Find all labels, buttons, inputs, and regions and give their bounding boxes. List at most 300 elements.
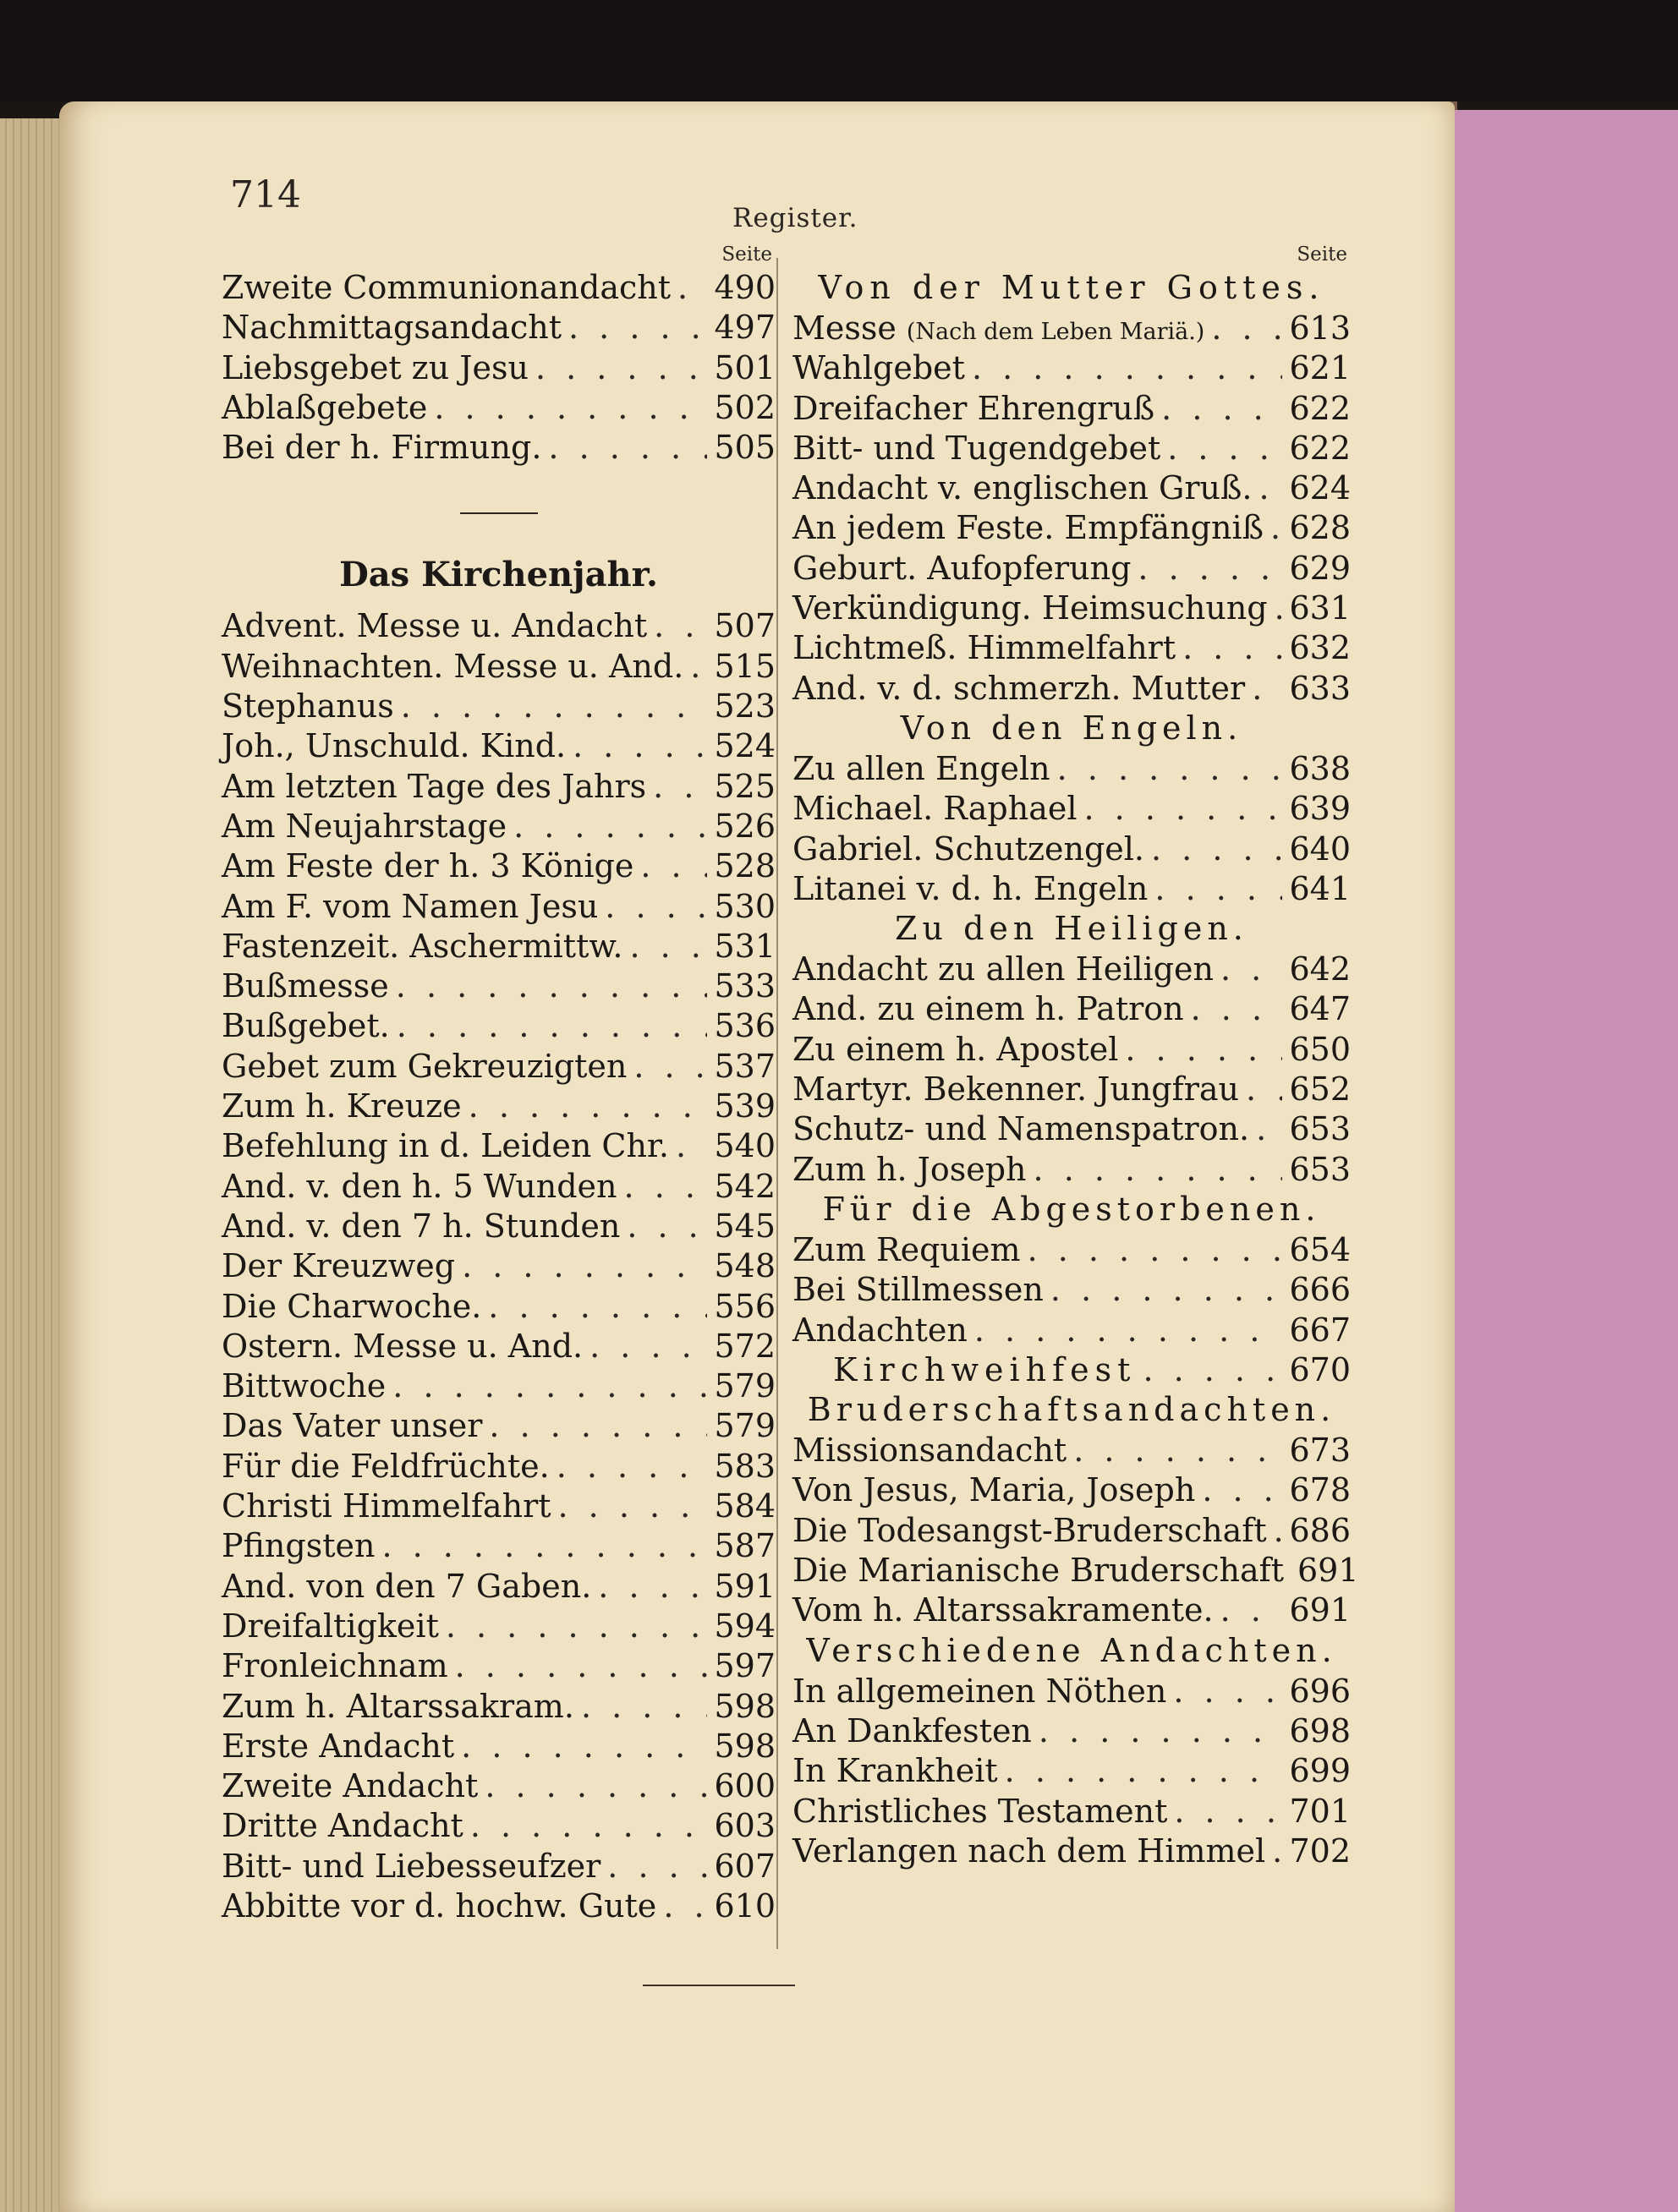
leader-dots [1174, 1793, 1282, 1830]
section-rule [460, 512, 538, 514]
entry-title: Zu allen Engeln [792, 749, 1050, 787]
entry-page: 531 [714, 927, 776, 965]
leader-dots [434, 389, 707, 426]
entry-list-engeln [792, 750, 1351, 910]
index-entry [792, 1552, 1359, 1591]
entry-page: 610 [714, 1886, 776, 1925]
entry-list-bruderschaft [792, 1432, 1359, 1631]
entry-note: (Nach dem Leben Mariä.) [906, 319, 1205, 345]
entry-page: 650 [1289, 1030, 1351, 1068]
entry-page: 542 [714, 1167, 776, 1205]
index-entry [222, 1328, 776, 1367]
entry-page: 624 [1289, 469, 1351, 507]
leader-dots [1220, 950, 1283, 988]
entry-page: 653 [1289, 1110, 1351, 1148]
index-entry [792, 1793, 1351, 1832]
leader-dots [624, 1168, 708, 1205]
leader-dots [1191, 990, 1283, 1027]
entry-page: 505 [714, 429, 776, 467]
leader-dots [469, 1087, 708, 1125]
index-entry [222, 888, 776, 928]
entry-title: Zum h. Kreuze [222, 1087, 462, 1125]
entry-page: 598 [714, 1727, 776, 1765]
entry-title: An jedem Feste. Empfängniß [792, 509, 1264, 547]
entry-title: Lichtmeß. Himmelfahrt [792, 629, 1176, 667]
index-entry [222, 727, 776, 767]
section-title: Für die Abgestorbenen. [822, 1190, 1321, 1228]
entry-page: 698 [1289, 1711, 1351, 1749]
index-entry [222, 967, 776, 1007]
index-entry [222, 1487, 776, 1527]
entry-title: Dritte Andacht [222, 1807, 463, 1845]
entry-list-heiligen [792, 950, 1351, 1191]
index-entry [222, 1087, 776, 1127]
entry-title: Bußmesse [222, 967, 389, 1005]
index-entry [222, 1168, 776, 1207]
entry-title: In allgemeinen Nöthen [792, 1672, 1167, 1710]
entry-page: 533 [714, 967, 776, 1005]
entry-page: 540 [714, 1127, 776, 1165]
entry-title: Messe [792, 309, 897, 347]
section-title: Zu den Heiligen. [895, 910, 1248, 948]
leader-dots [640, 847, 707, 884]
entry-page: 653 [1289, 1150, 1351, 1188]
index-entry [792, 550, 1351, 589]
entry-page: 699 [1289, 1752, 1351, 1790]
leader-dots [654, 607, 707, 644]
entry-page: 502 [714, 388, 776, 426]
entry-page: 667 [1289, 1311, 1351, 1349]
leader-dots [677, 269, 707, 306]
index-entry [792, 950, 1351, 990]
index-entry [222, 1288, 776, 1328]
entry-page: 678 [1289, 1471, 1351, 1509]
entry-page: 639 [1289, 790, 1351, 828]
section-title: Von den Engeln. [900, 709, 1243, 747]
entry-page: 548 [714, 1247, 776, 1285]
entry-page: 539 [714, 1087, 776, 1125]
entry-title: Weihnachten. Messe u. And. [222, 647, 684, 685]
leader-dots [605, 888, 707, 925]
entry-title: Advent. Messe u. Andacht [222, 607, 648, 645]
index-entry [792, 1432, 1351, 1471]
entry-page: 622 [1289, 429, 1351, 467]
entry-title: Am letzten Tage des Jahrs [222, 767, 647, 805]
entry-title: Pfingsten [222, 1527, 376, 1565]
entry-page: 507 [714, 607, 776, 645]
leader-dots [1275, 589, 1283, 627]
index-entry [222, 1527, 776, 1567]
background-top [0, 0, 1678, 101]
entry-page: 622 [1289, 389, 1351, 427]
index-entry [222, 1367, 776, 1407]
index-entry [792, 1110, 1351, 1150]
leader-dots [972, 349, 1283, 386]
book-cover [1450, 110, 1678, 2212]
entry-title: Ostern. Messe u. And. [222, 1327, 584, 1365]
leader-dots [1220, 1591, 1283, 1629]
entry-page: 584 [714, 1487, 776, 1525]
leader-dots [1039, 1712, 1283, 1749]
seite-label: Seite [1297, 244, 1347, 266]
leader-dots [1138, 550, 1282, 587]
entry-title: Andacht zu allen Heiligen [792, 950, 1214, 988]
entry-page: 598 [714, 1687, 776, 1725]
entry-page: 530 [714, 887, 776, 925]
leader-dots [1173, 1673, 1282, 1710]
index-entry [222, 1848, 776, 1887]
entry-title: Fastenzeit. Aschermittw. [222, 927, 623, 965]
entry-title: Von Jesus, Maria, Joseph [792, 1471, 1196, 1509]
index-entry [222, 1887, 776, 1927]
entry-page: 579 [714, 1367, 776, 1405]
entry-page: 526 [714, 807, 776, 845]
entry-title: Das Vater unser [222, 1407, 483, 1445]
leader-dots [548, 429, 707, 466]
entry-page: 603 [714, 1807, 776, 1845]
leader-dots [535, 349, 708, 386]
index-entry [222, 1807, 776, 1847]
entry-page: 501 [714, 348, 776, 386]
page-number: 714 [230, 173, 301, 216]
index-entry [222, 429, 776, 468]
index-entry [792, 1471, 1351, 1511]
entry-title: Bitt- und Tugendgebet [792, 429, 1161, 467]
leader-dots [401, 687, 708, 725]
entry-page: 524 [714, 727, 776, 765]
index-entry [792, 1673, 1351, 1712]
entry-page: 642 [1289, 950, 1351, 988]
index-entry [222, 1568, 776, 1607]
entry-title: Bitt- und Liebesseufzer [222, 1847, 601, 1885]
index-entry [792, 1271, 1351, 1311]
entry-title: Geburt. Aufopferung [792, 549, 1132, 587]
entry-title: And. v. den 7 h. Stunden [222, 1207, 621, 1245]
index-entry [222, 1007, 776, 1047]
index-entry [792, 870, 1351, 910]
leader-dots [558, 1487, 708, 1525]
index-entry [222, 768, 776, 808]
section-title: Verschiedene Andachten. [806, 1631, 1337, 1669]
leader-dots [461, 1727, 707, 1765]
index-entry [222, 1048, 776, 1087]
seite-label: Seite [721, 244, 772, 266]
entry-page: 632 [1289, 629, 1351, 667]
index-entry [792, 1832, 1351, 1872]
leader-dots [1073, 1432, 1282, 1469]
entry-title: Fronleichnam [222, 1647, 448, 1685]
entry-title: Für die Feldfrüchte. [222, 1447, 550, 1485]
index-entry [792, 990, 1351, 1030]
leader-dots [397, 1007, 708, 1044]
index-entry [222, 1407, 776, 1447]
index-entry [792, 1712, 1351, 1752]
entry-page: 696 [1289, 1672, 1351, 1710]
index-entry [222, 1688, 776, 1727]
entry-title: Am Feste der h. 3 Könige [222, 847, 634, 885]
leader-dots [573, 727, 707, 764]
entry-page: 654 [1289, 1230, 1351, 1268]
leader-dots [396, 967, 708, 1005]
running-head: Register. [732, 203, 858, 233]
leader-dots [1211, 309, 1282, 347]
entry-page: 652 [1289, 1070, 1351, 1109]
index-entry [222, 269, 776, 309]
entry-page: 702 [1289, 1831, 1351, 1870]
entry-title: Wahlgebet [792, 349, 965, 387]
leader-dots [1182, 629, 1282, 666]
leader-dots [607, 1848, 707, 1885]
entry-title: And. von den 7 Gaben. [222, 1567, 592, 1605]
right-column [792, 244, 1359, 1872]
leader-dots [1161, 390, 1282, 427]
entry-list-abgestorbenen [792, 1231, 1351, 1351]
leader-dots [1005, 1752, 1283, 1789]
entry-page: 607 [714, 1847, 776, 1885]
leader-dots [676, 1127, 707, 1164]
leader-dots [629, 928, 707, 965]
entry-page: 556 [714, 1287, 776, 1325]
entry-page: 628 [1289, 509, 1351, 547]
leader-dots [581, 1688, 708, 1725]
leader-dots [1167, 430, 1282, 467]
entry-title: Missionsandacht [792, 1432, 1067, 1470]
index-entry [792, 670, 1351, 709]
entry-title: Dreifacher Ehrengruß [792, 389, 1155, 427]
entry-page: 673 [1289, 1432, 1351, 1470]
leader-dots [446, 1607, 708, 1645]
leader-dots [974, 1311, 1283, 1349]
entry-title: Der Kreuzweg [222, 1247, 456, 1285]
leader-dots [488, 1288, 707, 1325]
index-entry [222, 349, 776, 389]
entry-title: Andachten [792, 1311, 968, 1349]
leader-dots [690, 648, 707, 685]
leader-dots [627, 1207, 707, 1245]
leader-dots [663, 1887, 707, 1925]
entry-page: 600 [714, 1767, 776, 1805]
index-entry [222, 1607, 776, 1647]
index-entry [792, 1311, 1351, 1351]
entry-title: Zum Requiem [792, 1230, 1021, 1268]
entry-title: Christi Himmelfahrt [222, 1487, 551, 1525]
entry-title: In Krankheit [792, 1752, 998, 1790]
section-heading: Das Kirchenjahr. [339, 555, 658, 595]
entry-page: 515 [714, 647, 776, 685]
bottom-rule [643, 1985, 795, 1986]
entry-title: Befehlung in d. Leiden Chr. [222, 1127, 669, 1165]
entry-title: Joh., Unschuld. Kind. [222, 727, 567, 765]
entry-page: 691 [1289, 1591, 1351, 1629]
section-title: Bruderschaftsandachten. [807, 1391, 1336, 1429]
entry-page: 613 [1289, 309, 1351, 347]
entry-title: Die Todesangst-Bruderschaft [792, 1511, 1267, 1549]
leader-dots [485, 1767, 707, 1804]
left-column [222, 244, 776, 1927]
entry-page: 641 [1289, 869, 1351, 907]
entry-list-mutter-gottes [792, 309, 1351, 709]
index-entry [792, 629, 1351, 669]
entry-page: 545 [714, 1207, 776, 1245]
entry-page: 633 [1289, 669, 1351, 707]
entry-title: Zweite Andacht [222, 1767, 479, 1805]
leader-dots [470, 1807, 708, 1844]
index-entry [222, 1207, 776, 1247]
entry-page: 490 [714, 269, 776, 306]
entry-page: 629 [1289, 549, 1351, 587]
leader-dots [1270, 509, 1282, 546]
leader-dots [1050, 1271, 1283, 1308]
leader-dots [1256, 1110, 1282, 1147]
leader-dots [455, 1647, 708, 1684]
entry-title: Kirchweihfest [833, 1350, 1137, 1388]
entry-title: Bei der h. Firmung. [222, 429, 542, 467]
index-entry [792, 1512, 1351, 1552]
entry-page: 594 [714, 1607, 776, 1645]
leader-dots [513, 808, 707, 845]
entry-title: Erste Andacht [222, 1727, 455, 1765]
entry-title: Nachmittagsandacht [222, 309, 562, 347]
entry-page: 497 [714, 309, 776, 347]
leader-dots [381, 1527, 707, 1564]
entry-page: 523 [714, 687, 776, 725]
index-entry [222, 1247, 776, 1287]
entry-page: 686 [1289, 1511, 1351, 1549]
entry-title: An Dankfesten [792, 1711, 1032, 1749]
entry-page: 638 [1289, 749, 1351, 787]
entry-title: Die Charwoche. [222, 1287, 482, 1325]
entry-page: 640 [1289, 830, 1351, 868]
leader-dots [1143, 1351, 1282, 1388]
entry-title: Gabriel. Schutzengel. [792, 830, 1145, 868]
index-entry [222, 389, 776, 429]
entry-title: Gebet zum Gekreuzigten [222, 1047, 628, 1085]
index-entry [792, 309, 1351, 349]
entry-title: Verkündigung. Heimsuchung [792, 589, 1268, 627]
entry-title: And. v. d. schmerzh. Mutter [792, 669, 1246, 707]
entry-title: Verlangen nach dem Himmel [792, 1831, 1266, 1870]
index-entry [222, 1727, 776, 1767]
entry-page: 666 [1289, 1271, 1351, 1309]
entry-title: Liebsgebet zu Jesu [222, 348, 529, 386]
index-entry [792, 589, 1351, 629]
index-entry [222, 847, 776, 887]
index-entry [792, 1231, 1351, 1271]
leader-dots [1125, 1031, 1282, 1068]
leader-dots [1151, 830, 1282, 868]
entry-title: Vom h. Altarssakramente. [792, 1591, 1214, 1629]
index-entry [792, 469, 1351, 509]
index-entry [792, 349, 1351, 389]
entry-page: 537 [714, 1047, 776, 1085]
entry-title: Bei Stillmessen [792, 1271, 1044, 1309]
entry-title: Dreifaltigkeit [222, 1607, 439, 1645]
leader-dots [1154, 870, 1282, 907]
entry-title: Schutz- und Namenspatron. [792, 1110, 1250, 1148]
leader-dots [598, 1568, 707, 1605]
index-entry [792, 1351, 1351, 1391]
entry-title: And. zu einem h. Patron [792, 990, 1184, 1028]
index-entry [792, 1151, 1351, 1191]
entry-title: Christliches Testament [792, 1792, 1168, 1830]
entry-title: Ablaßgebete [222, 388, 428, 426]
index-entry [792, 750, 1351, 790]
entry-title: Zweite Communionandacht [222, 269, 672, 306]
index-entry [222, 1647, 776, 1687]
entry-list-verschiedene [792, 1673, 1351, 1872]
leader-dots [1057, 750, 1283, 787]
leader-dots [1084, 790, 1283, 827]
leader-dots [392, 1367, 707, 1404]
leader-dots [1258, 469, 1282, 506]
entry-page: 536 [714, 1007, 776, 1045]
index-entry [792, 430, 1351, 469]
index-entry [222, 1767, 776, 1807]
entry-page: 647 [1289, 990, 1351, 1028]
leader-dots [489, 1407, 707, 1444]
section-title: Von der Mutter Gottes. [818, 269, 1325, 306]
entry-title: And. v. den h. 5 Wunden [222, 1167, 617, 1205]
index-entry [792, 790, 1351, 830]
entry-page: 591 [714, 1567, 776, 1605]
leader-dots [568, 309, 707, 346]
leader-dots [653, 768, 707, 805]
index-entry [792, 830, 1351, 870]
entry-page: 528 [714, 847, 776, 885]
index-entry [792, 1752, 1351, 1792]
leader-dots [557, 1448, 708, 1485]
index-entry [222, 648, 776, 687]
index-entry [792, 1031, 1351, 1070]
entry-page: 670 [1289, 1350, 1351, 1388]
entry-title: Martyr. Bekenner. Jungfrau [792, 1070, 1239, 1109]
entry-page: 621 [1289, 349, 1351, 387]
index-entry [222, 309, 776, 348]
column-divider [776, 258, 778, 1949]
leader-dots [1034, 1151, 1283, 1188]
entry-title: Bußgebet. [222, 1007, 390, 1045]
entry-list-kirchenjahr [222, 607, 776, 1927]
entry-title: Litanei v. d. h. Engeln [792, 869, 1149, 907]
entry-title: Andacht v. englischen Gruß. [792, 469, 1253, 507]
leader-dots [1272, 1832, 1282, 1870]
leader-dots [1028, 1231, 1283, 1268]
index-entry [222, 1127, 776, 1167]
entry-page: 597 [714, 1647, 776, 1685]
entry-title: Abbitte vor d. hochw. Gute [222, 1886, 657, 1925]
entry-page: 587 [714, 1527, 776, 1565]
index-entry [222, 928, 776, 967]
entry-title: Am Neujahrstage [222, 807, 507, 845]
index-entry [222, 808, 776, 847]
entry-title: Stephanus [222, 687, 394, 725]
entry-list-top [222, 269, 776, 468]
entry-title: Zu einem h. Apostel [792, 1030, 1119, 1068]
entry-title: Zum h. Joseph [792, 1150, 1027, 1188]
entry-page: 631 [1289, 589, 1351, 627]
index-entry [792, 1070, 1351, 1110]
entry-title: Zum h. Altarssakram. [222, 1687, 574, 1725]
leader-dots [1202, 1471, 1282, 1508]
leader-dots [589, 1328, 707, 1365]
entry-page: 583 [714, 1447, 776, 1485]
index-entry [222, 607, 776, 647]
leader-dots [1252, 670, 1282, 707]
entry-page: 579 [714, 1407, 776, 1445]
index-entry [792, 1591, 1351, 1631]
leader-dots [633, 1048, 707, 1085]
entry-page: 572 [714, 1327, 776, 1365]
